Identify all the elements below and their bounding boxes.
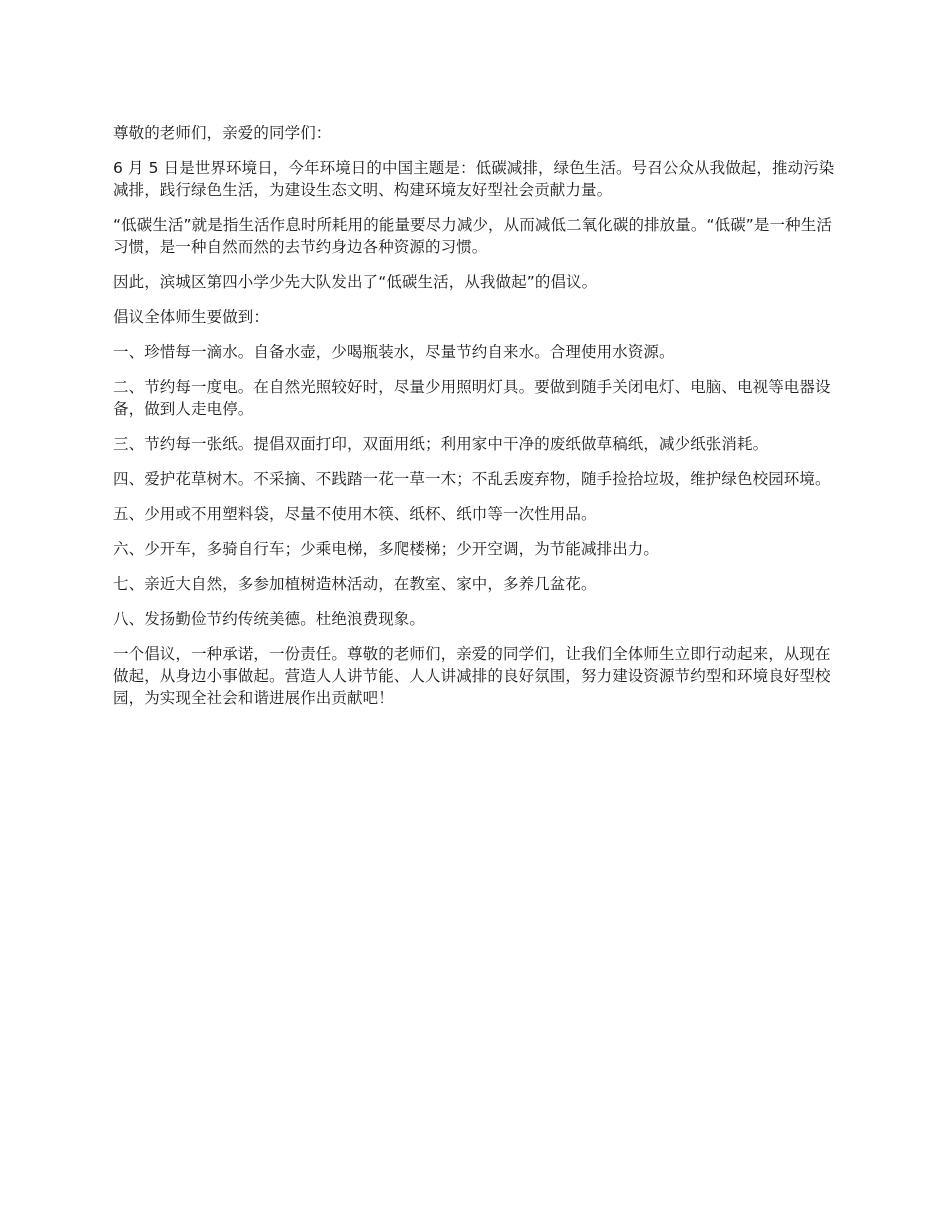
greeting: 尊敬的老师们，亲爱的同学们： bbox=[113, 124, 332, 142]
item-nature: 七、亲近大自然，多参加植树造林活动，在教室、家中，多养几盆花。 bbox=[113, 575, 597, 593]
document-body bbox=[113, 122, 843, 722]
item-thrift: 八、发扬勤俭节约传统美德。杜绝浪费现象。 bbox=[113, 610, 426, 628]
item-transport: 六、少开车，多骑自行车；少乘电梯，多爬楼梯；少开空调，为节能减排出力。 bbox=[113, 540, 660, 558]
initiative-paragraph: 因此，滨城区第四小学少先大队发出了“低碳生活，从我做起”的倡议。 bbox=[113, 273, 598, 291]
item-plants: 四、爱护花草树木。不采摘、不践踏一花一草一木；不乱丢废弃物，随手捡拾垃圾，维护绿色校园环境。 bbox=[113, 470, 831, 488]
item-plastic: 五、少用或不用塑料袋，尽量不使用木筷、纸杯、纸巾等一次性用品。 bbox=[113, 505, 597, 523]
low-carbon-definition-paragraph: “低碳生活”就是指生活作息时所耗用的能量要尽力减少，从而减低二氧化碳的排放量。“低碳”是一种生活习惯，是一种自然而然的去节约身边各种资源的习惯。 bbox=[113, 216, 832, 256]
item-water: 一、珍惜每一滴水。自备水壶，少喝瓶装水，尽量节约自来水。合理使用水资源。 bbox=[113, 343, 675, 361]
item-paper: 三、节约每一张纸。提倡双面打印，双面用纸；利用家中干净的废纸做草稿纸，减少纸张消耗。 bbox=[113, 435, 769, 453]
proposal-heading: 倡议全体师生要做到： bbox=[113, 308, 270, 326]
intro-paragraph: 6 月 5 日是世界环境日，今年环境日的中国主题是：低碳减排，绿色生活。号召公众从我做起，推动污染减排，践行绿色生活，为建设生态文明、构建环境友好型社会贡献力量。 bbox=[113, 159, 835, 199]
item-electricity: 二、节约每一度电。在自然光照较好时，尽量少用照明灯具。要做到随手关闭电灯、电脑、电视等电器设备，做到人走电停。 bbox=[113, 378, 831, 418]
closing-paragraph: 一个倡议，一种承诺，一份责任。尊敬的老师们，亲爱的同学们，让我们全体师生立即行动起来，从现在做起，从身边小事做起。营造人人讲节能、人人讲减排的良好氛围，努力建设资源节约型和环境良好型校园，为实现全社会和谐进展作出贡献吧！ bbox=[113, 645, 831, 707]
